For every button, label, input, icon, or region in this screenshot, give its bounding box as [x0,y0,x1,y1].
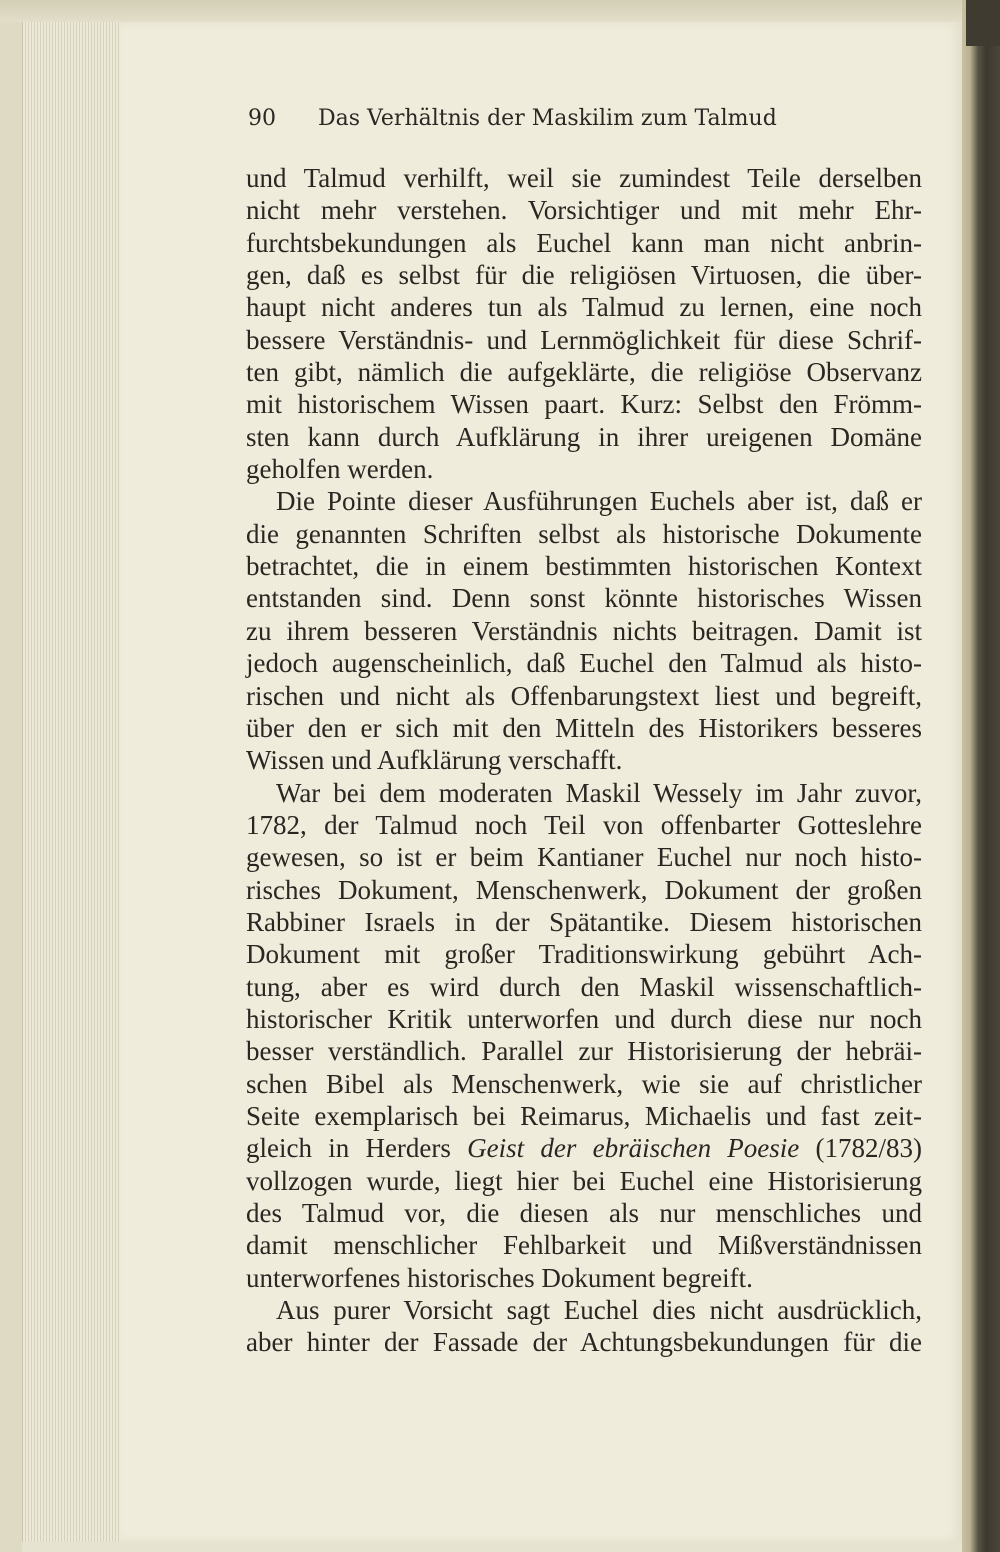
text-line: gewesen, so ist er beim Kantianer Euchel nur noch histo- [246,842,922,873]
text-line: Wissen und Aufklärung verschafft. [246,745,623,776]
running-title: Das Verhältnis der Maskilim zum Talmud [318,106,777,131]
text-line: gen, daß es selbst für die religiösen Virtuosen, die über- [246,260,922,291]
text-line: 1782, der Talmud noch Teil von offenbarter Gotteslehre [246,809,922,840]
text-span: (1782/83) [799,1133,923,1164]
book-spine [962,0,1000,1552]
page-stack-edges [22,22,123,1542]
text-line: aber hinter der Fassade der Achtungsbekundungen für die [246,1327,922,1358]
text-line: Aus purer Vorsicht sagt Euchel dies nicht ausdrücklich, [276,1295,922,1326]
text-line: damit menschlicher Fehlbarkeit und Mißverständnissen [246,1230,922,1261]
text-line: nicht mehr verstehen. Vorsichtiger und mit mehr Ehr- [246,195,922,226]
text-line: tung, aber es wird durch den Maskil wissenschaftlich- [246,971,922,1002]
text-line: zu ihrem besseren Verständnis nichts beitragen. Damit ist [246,615,922,646]
text-line-with-title [246,1132,922,1164]
text-line: über den er sich mit den Mitteln des Historikers besseres [246,712,922,743]
scan-top-margin [0,0,1000,22]
text-line: vollzogen wurde, liegt hier bei Euchel eine Historisierung [246,1165,922,1196]
spine-top-shadow [966,0,1000,46]
body-text [246,162,922,1359]
text-line: mit historischem Wissen paart. Kurz: Selbst den Frömm- [246,389,922,420]
text-line: sten kann durch Aufklärung in ihrer ureigenen Domäne [246,421,922,452]
text-line: furchtsbekundungen als Euchel kann man nicht anbrin- [246,227,922,258]
book-title: Geist der ebräischen Poesie [467,1133,800,1164]
text-line: ten gibt, nämlich die aufgeklärte, die religiöse Observanz [246,357,922,388]
text-line: rischen und nicht als Offenbarungstext liest und begreift, [246,680,922,711]
text-line: haupt nicht anderes tun als Talmud zu lernen, eine noch [246,292,922,323]
text-line: Dokument mit großer Traditionswirkung gebührt Ach- [246,939,922,970]
text-line: historischer Kritik unterworfen und durch diese nur noch [246,1003,922,1034]
text-line: und Talmud verhilft, weil sie zumindest Teile derselben [246,163,922,193]
text-line: Seite exemplarisch bei Reimarus, Michaelis und fast zeit- [246,1100,922,1131]
text-line: entstanden sind. Denn sonst könnte historisches Wissen [246,583,922,614]
scan-left-margin [0,22,22,1552]
text-line: die genannten Schriften selbst als historische Dokumente [246,518,922,549]
text-line: geholfen werden. [246,454,434,485]
text-line: risches Dokument, Menschenwerk, Dokument der großen [246,874,922,905]
page-number: 90 [248,106,276,131]
running-header [248,106,777,146]
text-line: besser verständlich. Parallel zur Historisierung der hebräi- [246,1036,922,1067]
text-line: bessere Verständnis- und Lernmöglichkeit für diese Schrif- [246,324,922,355]
text-line: Rabbiner Israels in der Spätantike. Diesem historischen [246,906,922,937]
text-line: jedoch augenscheinlich, daß Euchel den Talmud als histo- [246,648,922,679]
text-line: War bei dem moderaten Maskil Wessely im Jahr zuvor, [276,777,922,808]
text-span: gleich in Herders [246,1133,468,1164]
text-line: schen Bibel als Menschenwerk, wie sie auf christlicher [246,1068,922,1099]
text-line: betrachtet, die in einem bestimmten historischen Kontext [246,551,922,582]
text-line: unterworfenes historisches Dokument begreift. [246,1262,753,1293]
text-line: Die Pointe dieser Ausführungen Euchels aber ist, daß er [276,486,922,517]
text-line: des Talmud vor, die diesen als nur menschliches und [246,1198,922,1228]
